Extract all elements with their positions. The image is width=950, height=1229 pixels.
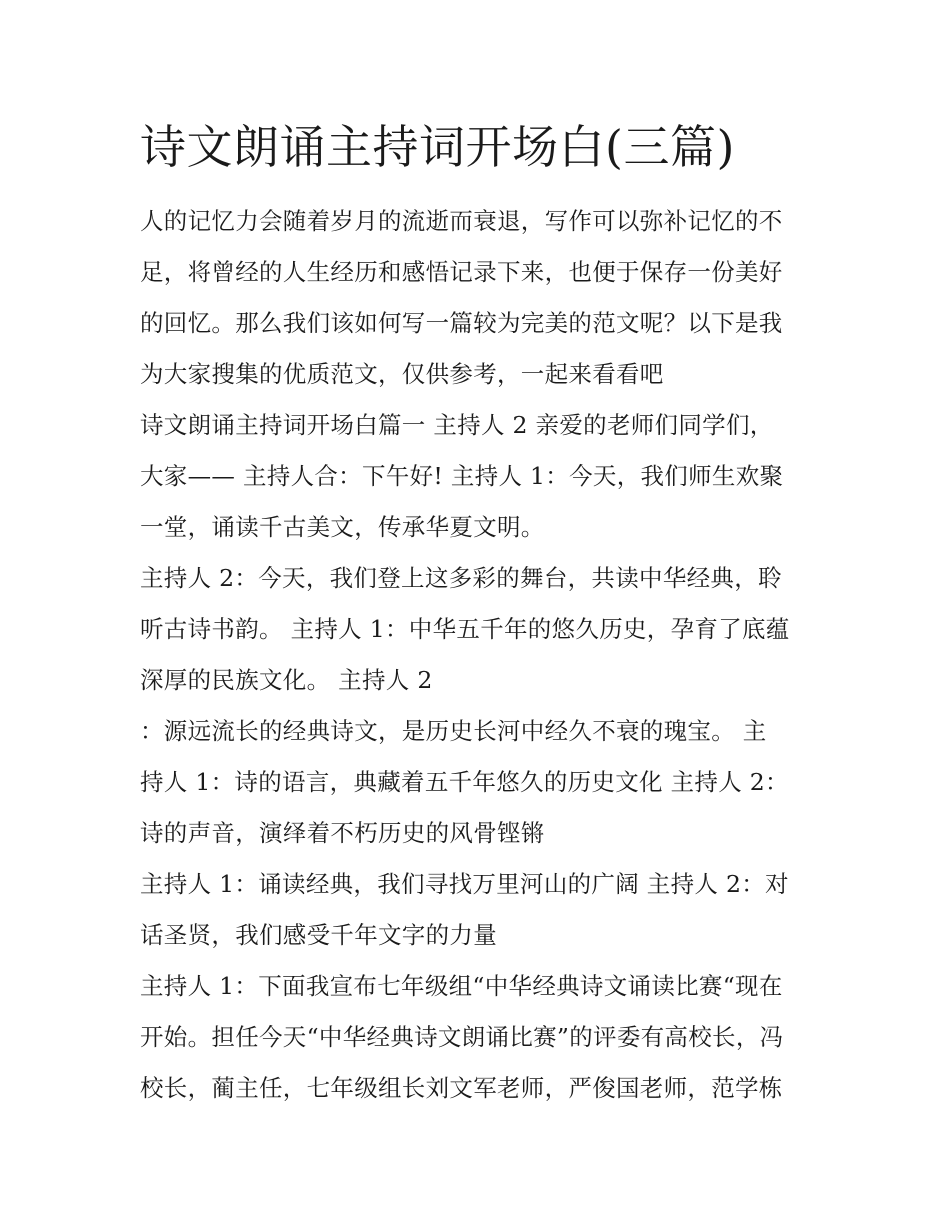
- text-line: 深厚的民族文化。 主持人 2: [140, 666, 433, 694]
- text-line: 为大家搜集的优质范文，仅供参考，一起来看看吧: [140, 360, 664, 388]
- text-line: 听古诗书韵。 主持人 1：中华五千年的悠久历史，孕育了底蕴: [140, 615, 790, 643]
- text-line: 持人 1：诗的语言，典藏着五千年悠久的历史文化 主持人 2：: [140, 768, 789, 796]
- text-line: 大家—— 主持人合：下午好! 主持人 1：今天，我们师生欢聚: [140, 462, 784, 490]
- text-line: 一堂，诵读千古美文，传承华夏文明。: [140, 513, 545, 541]
- text-line: 人的记忆力会随着岁月的流逝而衰退，写作可以弥补记忆的不: [140, 207, 783, 235]
- text-line: 话圣贤，我们感受千年文字的力量: [140, 921, 497, 949]
- text-line: 主持人 1：诵读经典，我们寻找万里河山的广阔 主持人 2：对: [140, 870, 789, 898]
- text-line: 主持人 2：今天，我们登上这多彩的舞台，共读中华经典，聆: [140, 564, 782, 592]
- text-line: 校长，蔺主任，七年级组长刘文军老师，严俊国老师，范学栋: [140, 1074, 783, 1102]
- text-line: 诗文朗诵主持词开场白篇一 主持人 2 亲爱的老师们同学们，: [140, 411, 774, 439]
- document-body: [140, 196, 820, 1114]
- text-line: 诗的声音，演绎着不朽历史的风骨铿锵: [140, 819, 545, 847]
- text-line: 开始。担任今天“中华经典诗文朗诵比赛”的评委有高校长，冯: [140, 1023, 784, 1051]
- document-title: 诗文朗诵主持词开场白(三篇): [140, 120, 735, 174]
- text-line: 主持人 1：下面我宣布七年级组“中华经典诗文诵读比赛“现在: [140, 972, 783, 1000]
- text-line: 足，将曾经的人生经历和感悟记录下来，也便于保存一份美好: [140, 258, 783, 286]
- text-line: ：源远流长的经典诗文，是历史长河中经久不衰的瑰宝。 主: [140, 717, 767, 745]
- text-line: 的回忆。那么我们该如何写一篇较为完美的范文呢？以下是我: [140, 309, 783, 337]
